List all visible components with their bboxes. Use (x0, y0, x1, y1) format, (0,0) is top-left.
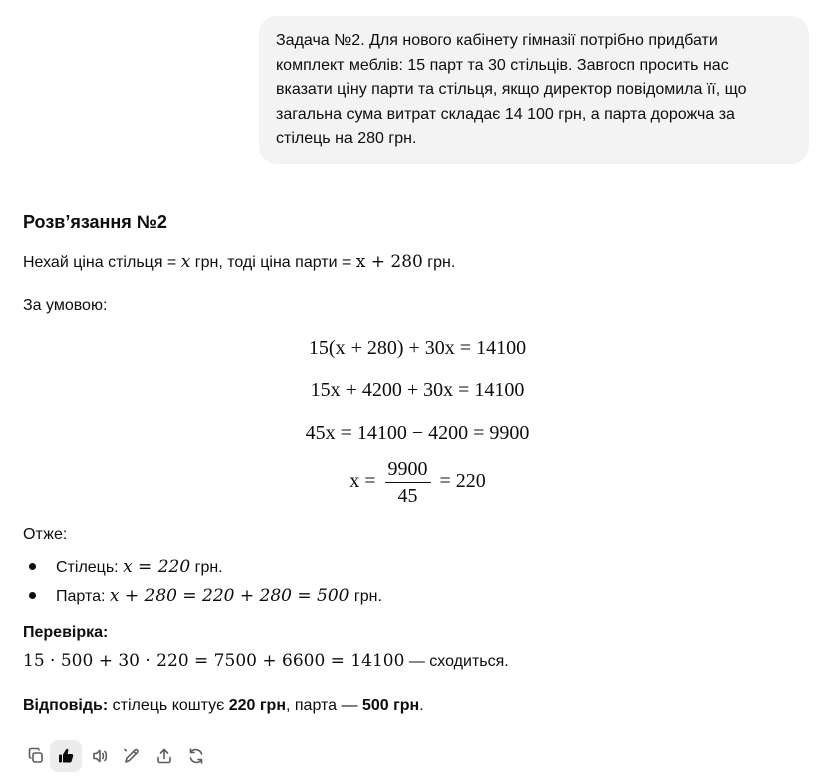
read-aloud-button[interactable] (84, 740, 116, 772)
condition-text: За умовою: (23, 297, 108, 314)
equation-2: 15x + 4200 + 30x = 14100 (310, 379, 525, 401)
math-expression: x = 220 (123, 557, 191, 577)
user-message-line: загальна сума витрат складає 14 100 грн, а парта дорожча за (276, 105, 735, 123)
fraction-denominator: 45 (397, 485, 418, 507)
intro-text: грн, тоді ціна парти = (190, 254, 356, 271)
equation-4-left: x = (349, 470, 376, 493)
final-answer-label: Відповідь: (23, 697, 109, 714)
bullet-label: Парта: (56, 588, 110, 605)
check-title: Перевірка: (23, 624, 109, 641)
user-message-bubble (259, 16, 809, 164)
bullet-desk (56, 586, 382, 606)
final-answer-text: , парта — (286, 697, 362, 714)
final-answer-value: 500 грн (361, 697, 420, 714)
therefore-text: Отже: (23, 526, 68, 543)
bullet-dot (29, 592, 36, 599)
math-expression: x + 280 (355, 252, 423, 272)
equation-4 (0, 458, 835, 507)
final-answer-text: стілець коштує (108, 697, 229, 714)
math-expression: 15 · 500 + 30 · 220 = 7500 + 6600 = 14100 (23, 651, 405, 671)
bullet-unit: грн. (349, 588, 382, 605)
math-expression: x + 280 = 220 + 280 = 500 (109, 586, 350, 606)
copy-button[interactable] (20, 740, 52, 772)
equation-3: 45x = 14100 − 4200 = 9900 (305, 422, 530, 444)
edit-icon (122, 746, 142, 766)
fraction-numerator: 9900 (385, 458, 431, 483)
check-suffix: — сходиться. (404, 653, 509, 670)
thumbs-up-icon (56, 746, 76, 766)
final-answer-value: 220 грн (228, 697, 286, 714)
math-var: x (180, 252, 191, 272)
check-line (23, 651, 509, 671)
equation-4-right: = 220 (439, 470, 486, 493)
answer-title: Розв’язання №2 (23, 212, 167, 232)
regenerate-button[interactable] (180, 740, 212, 772)
intro-text: Нехай ціна стільця = (23, 254, 181, 271)
final-answer-text: . (419, 697, 424, 714)
regenerate-icon (186, 746, 206, 766)
fraction (385, 458, 431, 507)
read-aloud-icon (90, 746, 110, 766)
intro-line (23, 252, 455, 272)
bullet-unit: грн. (190, 559, 223, 576)
bullet-dot (29, 563, 36, 570)
user-message-line: вказати ціну парти та стільця, якщо директор повідомила її, що (276, 81, 747, 98)
share-icon (154, 746, 174, 766)
bullet-label: Стілець: (56, 559, 124, 576)
copy-icon (26, 746, 46, 766)
user-message-line: комплект меблів: 15 парт та 30 стільців. Завгосп просить нас (276, 56, 729, 74)
bullet-chair (56, 557, 223, 577)
user-message-line: стілець на 280 грн. (276, 130, 417, 147)
equation-1: 15(x + 280) + 30x = 14100 (308, 337, 527, 359)
share-button[interactable] (148, 740, 180, 772)
intro-text: грн. (422, 254, 456, 271)
thumbs-up-button[interactable] (50, 740, 82, 772)
final-answer (23, 697, 424, 715)
user-message-line: Задача №2. Для нового кабінету гімназії потрібно придбати (276, 32, 718, 49)
edit-button[interactable] (116, 740, 148, 772)
